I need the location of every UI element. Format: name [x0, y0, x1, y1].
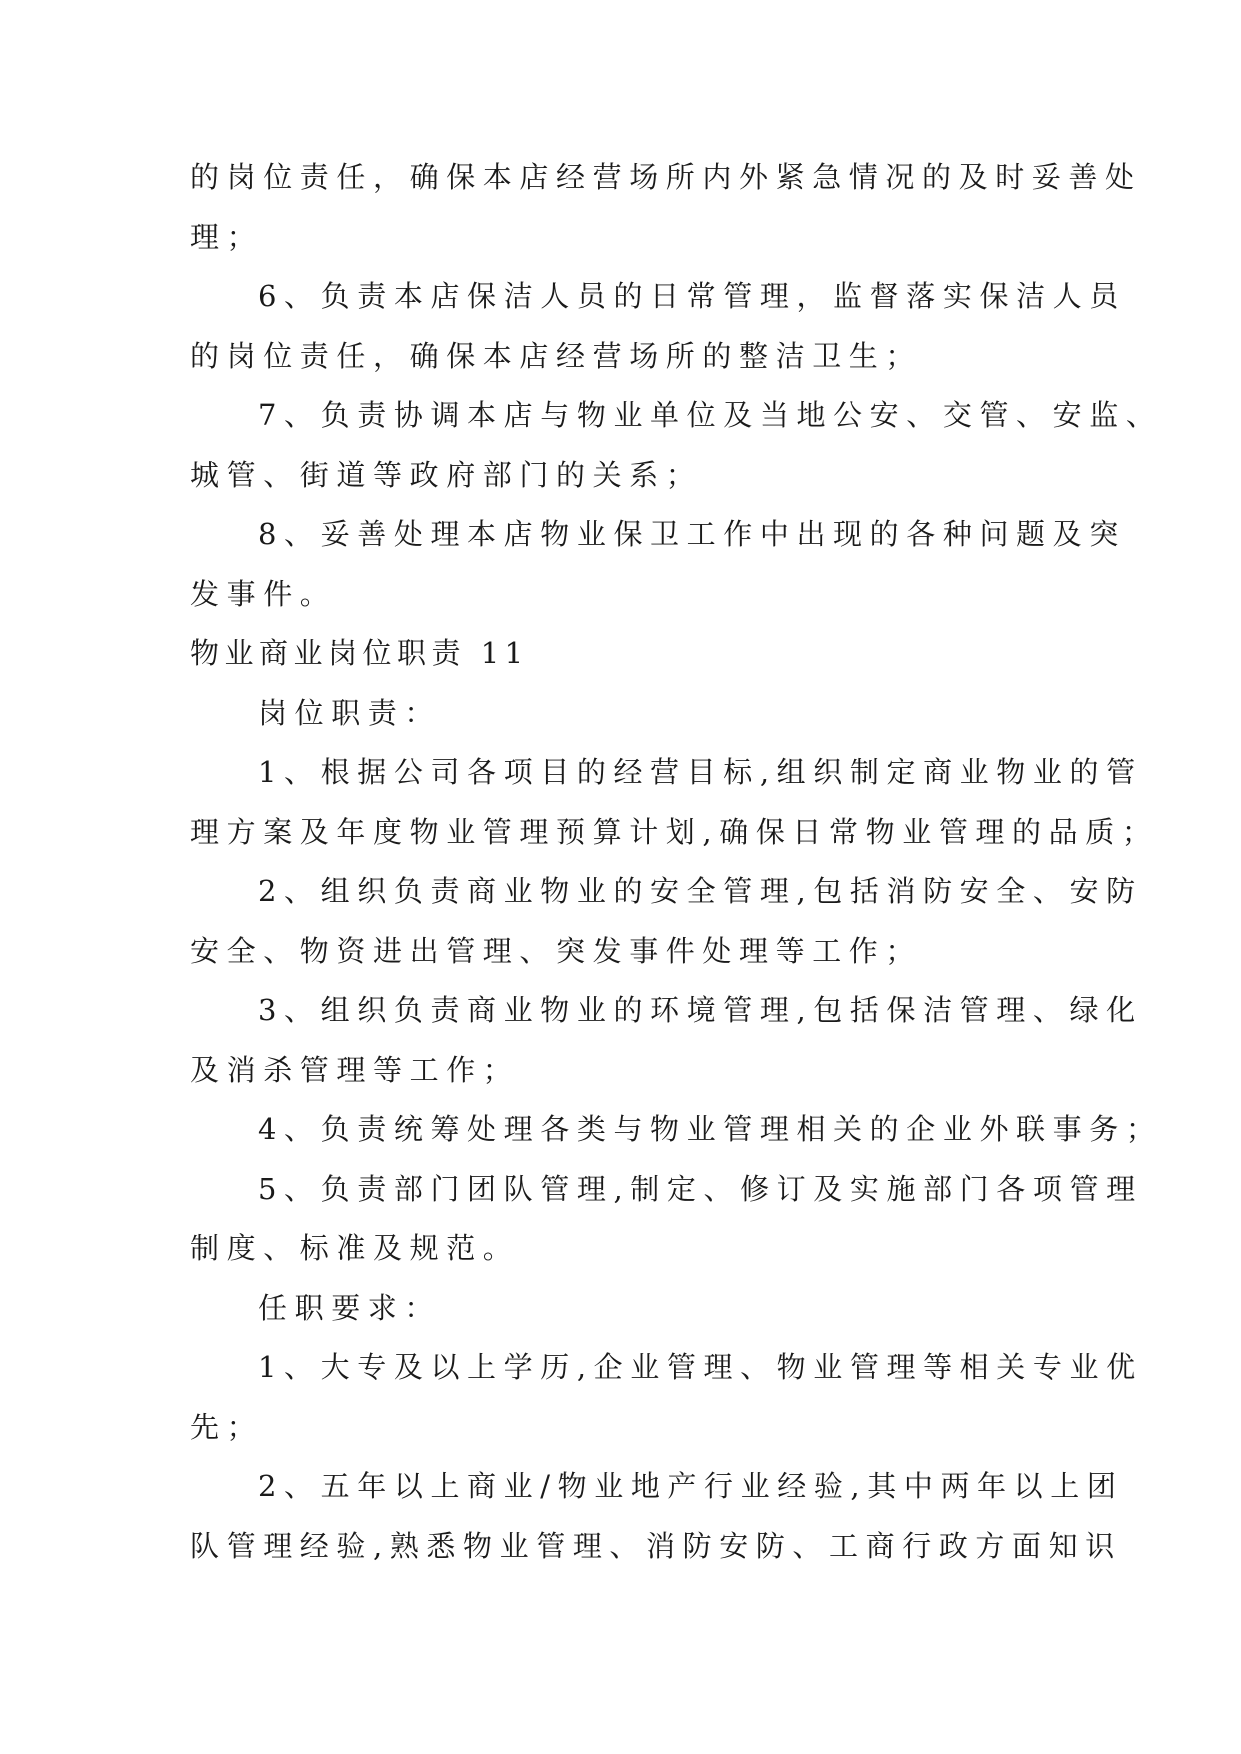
paragraph-line: 制度、标准及规范。 — [190, 1231, 520, 1265]
paragraph-line: 1、大专及以上学历,企业管理、物业管理等相关专业优 — [258, 1350, 1143, 1384]
document-body — [190, 148, 1163, 1576]
paragraph-line: 4、负责统筹处理各类与物业管理相关的企业外联事务； — [258, 1112, 1163, 1146]
paragraph-line: 及消杀管理等工作； — [190, 1052, 520, 1087]
paragraph-line: 的岗位责任，确保本店经营场所的整洁卫生； — [190, 338, 923, 373]
paragraph-line: 城管、街道等政府部门的关系； — [190, 457, 703, 492]
paragraph-line: 1、根据公司各项目的经营目标,组织制定商业物业的管 — [258, 755, 1143, 789]
paragraph-line: 理方案及年度物业管理预算计划,确保日常物业管理的品质； — [190, 814, 1159, 849]
paragraph-line: 2、五年以上商业/物业地产行业经验,其中两年以上团 — [258, 1469, 1124, 1503]
paragraph-line: 7、负责协调本店与物业单位及当地公安、交管、安监、 — [258, 398, 1163, 432]
paragraph-line: 先； — [190, 1409, 264, 1444]
paragraph-line: 5、负责部门团队管理,制定、修订及实施部门各项管理 — [258, 1171, 1143, 1206]
paragraph-line: 3、组织负责商业物业的环境管理,包括保洁管理、绿化 — [258, 993, 1143, 1027]
paragraph-line: 的岗位责任，确保本店经营场所内外紧急情况的及时妥善处 — [190, 160, 1142, 194]
section-heading: 物业商业岗位职责 11 — [190, 636, 529, 670]
paragraph-line: 8、妥善处理本店物业保卫工作中出现的各种问题及突 — [258, 517, 1126, 551]
subsection-heading: 岗位职责： — [258, 695, 442, 730]
subsection-heading: 任职要求： — [258, 1290, 442, 1325]
paragraph-line: 安全、物资进出管理、突发事件处理等工作； — [190, 933, 923, 968]
paragraph-line: 队管理经验,熟悉物业管理、消防安防、工商行政方面知识 — [190, 1528, 1122, 1563]
paragraph-line: 6、负责本店保洁人员的日常管理，监督落实保洁人员 — [258, 279, 1126, 313]
paragraph-line: 发事件。 — [190, 576, 337, 611]
paragraph-line: 2、组织负责商业物业的安全管理,包括消防安全、安防 — [258, 874, 1143, 908]
paragraph-line: 理； — [190, 219, 264, 254]
